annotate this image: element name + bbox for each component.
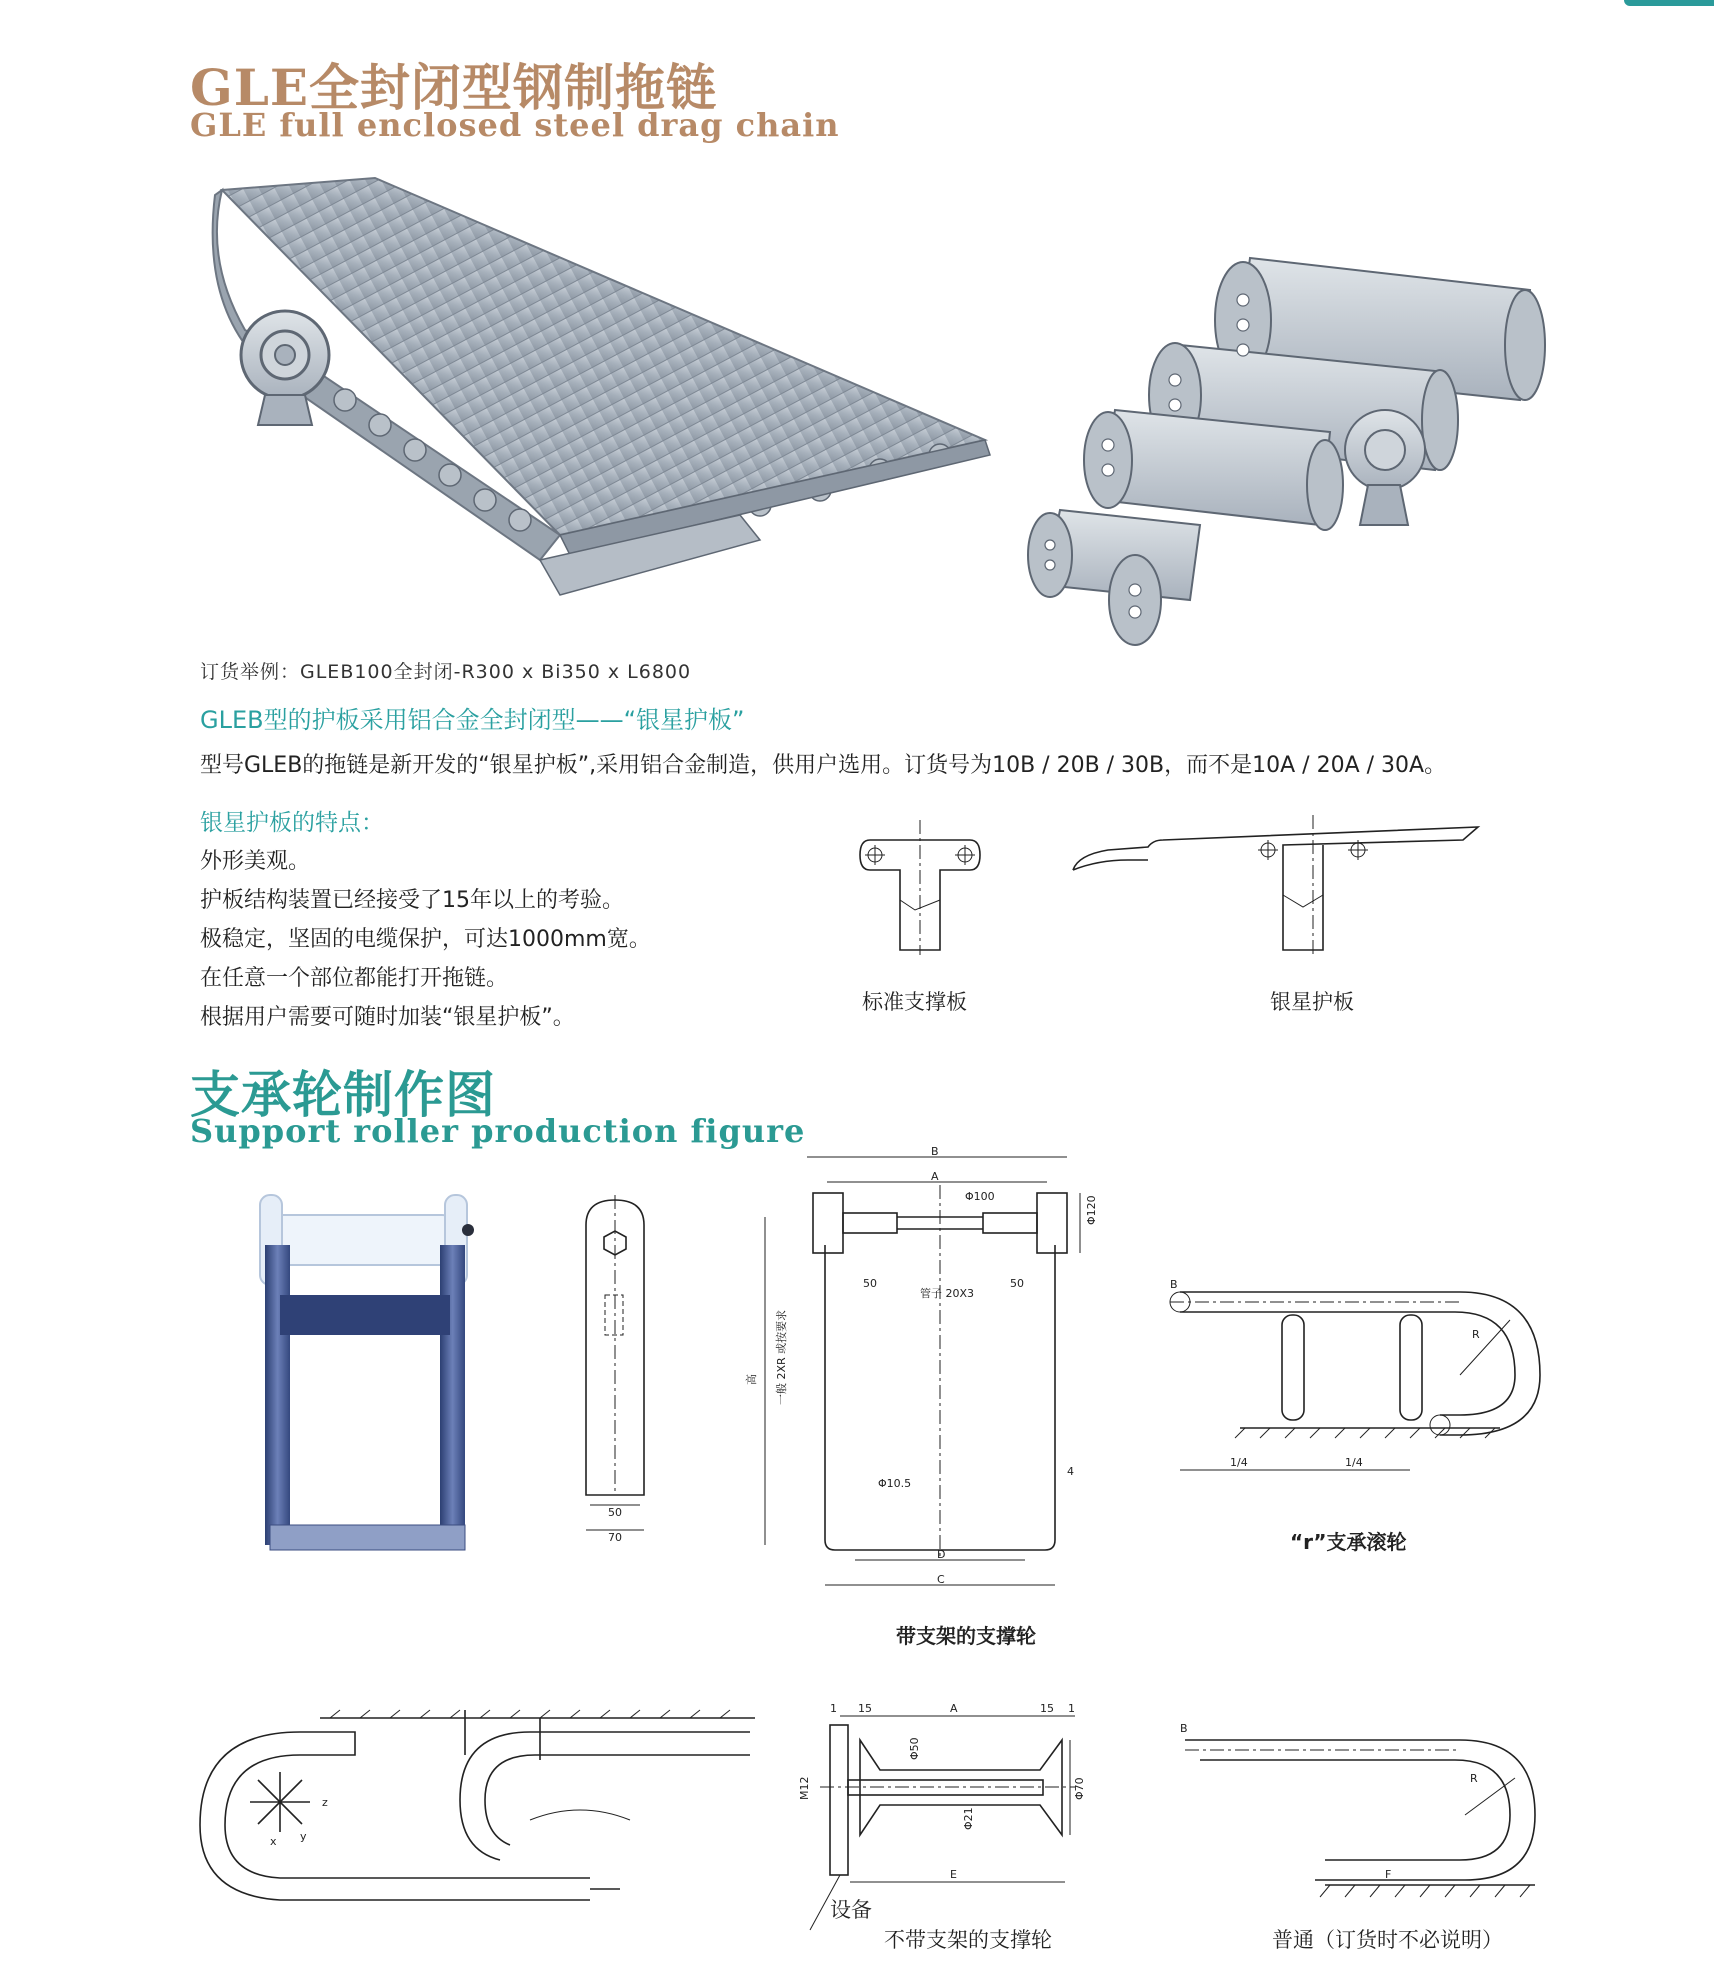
svg-text:50: 50: [608, 1506, 622, 1519]
svg-text:50: 50: [863, 1277, 877, 1290]
svg-text:70: 70: [608, 1531, 622, 1544]
standard-plate-diagram: [855, 820, 995, 960]
svg-text:Φ100: Φ100: [965, 1190, 995, 1203]
svg-text:1: 1: [1068, 1702, 1075, 1715]
gleb-description: 型号GLEB的拖链是新开发的“银星护板”,采用铝合金制造，供用户选用。订货号为10B / 20B / 30B，而不是10A / 20A / 30A。: [200, 753, 1447, 778]
svg-text:管子 20X3: 管子 20X3: [920, 1287, 975, 1300]
order-example: 订货举例：GLEB100全封闭-R300 x Bi350 x L6800: [200, 661, 692, 683]
gleb-heading: GLEB型的护板采用铝合金全封闭型——“银星护板”: [200, 706, 745, 734]
svg-text:Φ50: Φ50: [908, 1737, 921, 1760]
r-roller-caption: “r”支承滚轮: [1290, 1530, 1407, 1554]
list-item: 根据用户需要可随时加装“银星护板”。: [200, 1005, 575, 1030]
svg-text:高: 高: [745, 1374, 758, 1385]
normal-roller-diagram: [1175, 1720, 1555, 1920]
svg-text:B: B: [1170, 1278, 1178, 1291]
silver-plate-diagram: [1068, 815, 1488, 955]
bracket-roller-diagram: [745, 1145, 1135, 1586]
svg-text:Φ21: Φ21: [962, 1807, 975, 1830]
list-item: 极稳定，坚固的电缆保护，可达1000mm宽。: [200, 927, 651, 952]
svg-text:1/4: 1/4: [1345, 1456, 1363, 1469]
svg-text:1: 1: [830, 1702, 837, 1715]
bracket-roller-caption: 带支架的支撑轮: [896, 1624, 1036, 1648]
svg-text:A: A: [950, 1702, 958, 1715]
svg-text:Φ70: Φ70: [1073, 1777, 1086, 1800]
svg-text:z: z: [322, 1796, 328, 1809]
corner-accent: [1624, 0, 1714, 6]
page-title-en: GLE full enclosed steel drag chain: [190, 106, 840, 144]
list-item: 护板结构装置已经接受了15年以上的考验。: [200, 888, 624, 913]
svg-text:C: C: [937, 1573, 945, 1586]
svg-text:E: E: [950, 1868, 957, 1881]
svg-text:1/4: 1/4: [1230, 1456, 1248, 1469]
svg-text:F: F: [1385, 1868, 1392, 1881]
svg-text:y: y: [300, 1830, 307, 1843]
svg-text:15: 15: [1040, 1702, 1054, 1715]
svg-text:Φ10.5: Φ10.5: [878, 1477, 912, 1490]
features-list: [200, 842, 651, 1037]
svg-text:R: R: [1472, 1328, 1480, 1341]
svg-text:M12: M12: [798, 1776, 811, 1800]
section2-title-en: Support roller production figure: [190, 1112, 806, 1150]
svg-text:A: A: [931, 1170, 939, 1183]
svg-text:D: D: [937, 1548, 946, 1561]
list-item: 在任意一个部位都能打开拖链。: [200, 966, 509, 991]
svg-text:B: B: [1180, 1722, 1188, 1735]
svg-text:4: 4: [1067, 1465, 1074, 1478]
svg-text:15: 15: [858, 1702, 872, 1715]
no-bracket-roller-caption: 不带支架的支撑轮: [884, 1928, 1052, 1952]
svg-text:50: 50: [1010, 1277, 1024, 1290]
svg-text:Φ120: Φ120: [1085, 1195, 1098, 1225]
svg-text:一般 2XR 或按要求: 一般 2XR 或按要求: [775, 1309, 788, 1405]
normal-caption: 普通（订货时不必说明）: [1272, 1928, 1503, 1952]
silver-plate-caption: 银星护板: [1270, 990, 1354, 1014]
r-roller-diagram: [1160, 1270, 1540, 1520]
support-roller-photo: [250, 1190, 480, 1560]
side-view-diagram: [580, 1195, 670, 1555]
page-title-cn: GLE全封闭型钢制拖链: [190, 58, 717, 117]
features-heading: 银星护板的特点：: [200, 810, 384, 836]
section2-title-cn: 支承轮制作图: [190, 1065, 496, 1124]
standard-plate-caption: 标准支撑板: [862, 990, 967, 1014]
svg-text:R: R: [1470, 1772, 1478, 1785]
chain-motion-diagram: [200, 1710, 760, 1950]
svg-text:B: B: [931, 1145, 939, 1158]
equipment-label: 设备: [830, 1898, 872, 1922]
svg-text:x: x: [270, 1835, 277, 1848]
list-item: 外形美观。: [200, 849, 311, 874]
